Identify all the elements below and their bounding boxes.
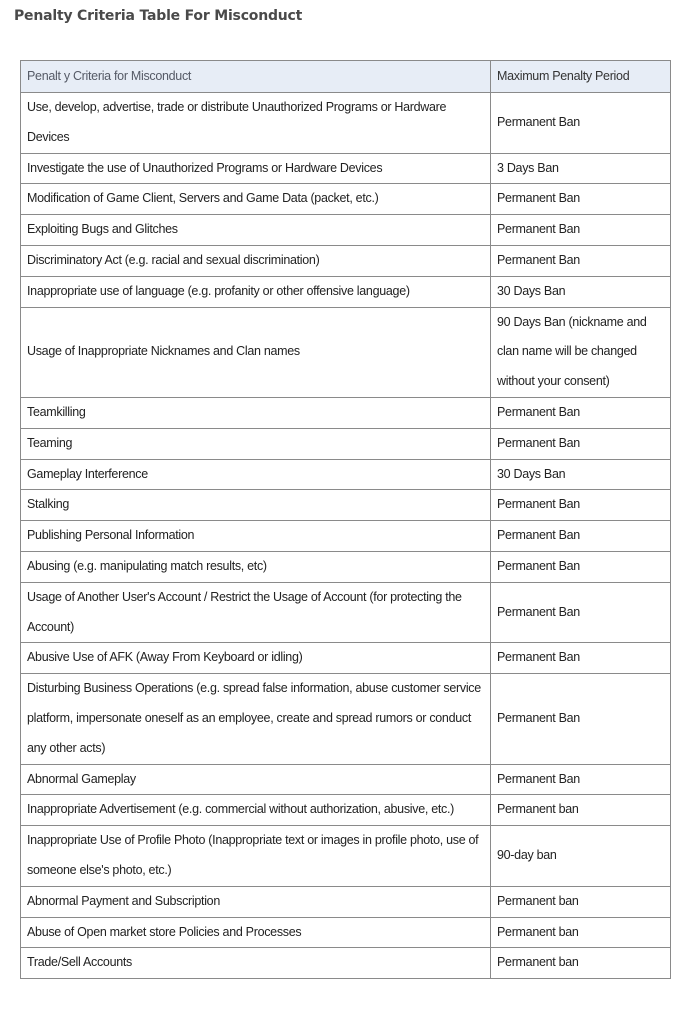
penalty-cell: 90 Days Ban (nickname and clan name will be changed without your consent)	[491, 307, 671, 397]
criteria-cell: Disturbing Business Operations (e.g. spread false information, abuse customer service platform, impersonate oneself as an employee, create and spread rumors or conduct any other acts)	[21, 674, 491, 764]
criteria-cell: Usage of Another User's Account / Restrict the Usage of Account (for protecting the Account)	[21, 582, 491, 643]
penalty-cell: Permanent ban	[491, 795, 671, 826]
table-row	[21, 276, 671, 307]
penalty-cell: Permanent Ban	[491, 643, 671, 674]
penalty-cell: Permanent Ban	[491, 490, 671, 521]
criteria-cell: Inappropriate use of language (e.g. profanity or other offensive language)	[21, 276, 491, 307]
table-row	[21, 917, 671, 948]
table-row	[21, 93, 671, 154]
table-row	[21, 397, 671, 428]
table-row	[21, 948, 671, 979]
penalty-cell: Permanent ban	[491, 948, 671, 979]
table-row	[21, 307, 671, 397]
penalty-cell: Permanent Ban	[491, 521, 671, 552]
table-row	[21, 886, 671, 917]
table-header	[21, 61, 671, 93]
penalty-cell: Permanent Ban	[491, 184, 671, 215]
table-row	[21, 551, 671, 582]
header-criteria: Penalt y Criteria for Misconduct	[21, 61, 491, 93]
criteria-cell: Use, develop, advertise, trade or distribute Unauthorized Programs or Hardware Devices	[21, 93, 491, 154]
penalty-cell: Permanent Ban	[491, 245, 671, 276]
criteria-cell: Abuse of Open market store Policies and Processes	[21, 917, 491, 948]
table-row	[21, 184, 671, 215]
penalty-cell: Permanent ban	[491, 917, 671, 948]
criteria-cell: Investigate the use of Unauthorized Programs or Hardware Devices	[21, 153, 491, 184]
table-row	[21, 153, 671, 184]
page-title: Penalty Criteria Table For Misconduct	[14, 8, 303, 24]
penalty-cell: 30 Days Ban	[491, 459, 671, 490]
table-row	[21, 215, 671, 246]
penalty-cell: Permanent Ban	[491, 551, 671, 582]
penalty-cell: 90-day ban	[491, 826, 671, 887]
penalty-cell: Permanent Ban	[491, 93, 671, 154]
penalty-table	[20, 60, 671, 979]
criteria-cell: Abusing (e.g. manipulating match results, etc)	[21, 551, 491, 582]
penalty-cell: Permanent Ban	[491, 428, 671, 459]
penalty-cell: 30 Days Ban	[491, 276, 671, 307]
criteria-cell: Teamkilling	[21, 397, 491, 428]
criteria-cell: Usage of Inappropriate Nicknames and Clan names	[21, 307, 491, 397]
header-row	[21, 61, 671, 93]
penalty-cell: Permanent Ban	[491, 582, 671, 643]
criteria-cell: Trade/Sell Accounts	[21, 948, 491, 979]
table-row	[21, 795, 671, 826]
table-row	[21, 582, 671, 643]
criteria-cell: Publishing Personal Information	[21, 521, 491, 552]
penalty-cell: Permanent Ban	[491, 764, 671, 795]
penalty-cell: Permanent ban	[491, 886, 671, 917]
penalty-cell: Permanent Ban	[491, 674, 671, 764]
criteria-cell: Inappropriate Use of Profile Photo (Inappropriate text or images in profile photo, use of someone else's photo, etc.)	[21, 826, 491, 887]
table-row	[21, 643, 671, 674]
table-row	[21, 428, 671, 459]
table-body	[21, 93, 671, 979]
criteria-cell: Discriminatory Act (e.g. racial and sexual discrimination)	[21, 245, 491, 276]
criteria-cell: Teaming	[21, 428, 491, 459]
table-row	[21, 490, 671, 521]
criteria-cell: Abnormal Payment and Subscription	[21, 886, 491, 917]
table-row	[21, 826, 671, 887]
criteria-cell: Inappropriate Advertisement (e.g. commercial without authorization, abusive, etc.)	[21, 795, 491, 826]
criteria-cell: Stalking	[21, 490, 491, 521]
penalty-cell: Permanent Ban	[491, 397, 671, 428]
criteria-cell: Gameplay Interference	[21, 459, 491, 490]
table-row	[21, 764, 671, 795]
table-row	[21, 521, 671, 552]
penalty-cell: 3 Days Ban	[491, 153, 671, 184]
criteria-cell: Exploiting Bugs and Glitches	[21, 215, 491, 246]
table-row	[21, 674, 671, 764]
criteria-cell: Abusive Use of AFK (Away From Keyboard or idling)	[21, 643, 491, 674]
header-penalty-period: Maximum Penalty Period	[491, 61, 671, 93]
table-row	[21, 459, 671, 490]
criteria-cell: Modification of Game Client, Servers and Game Data (packet, etc.)	[21, 184, 491, 215]
penalty-cell: Permanent Ban	[491, 215, 671, 246]
criteria-cell: Abnormal Gameplay	[21, 764, 491, 795]
table-row	[21, 245, 671, 276]
